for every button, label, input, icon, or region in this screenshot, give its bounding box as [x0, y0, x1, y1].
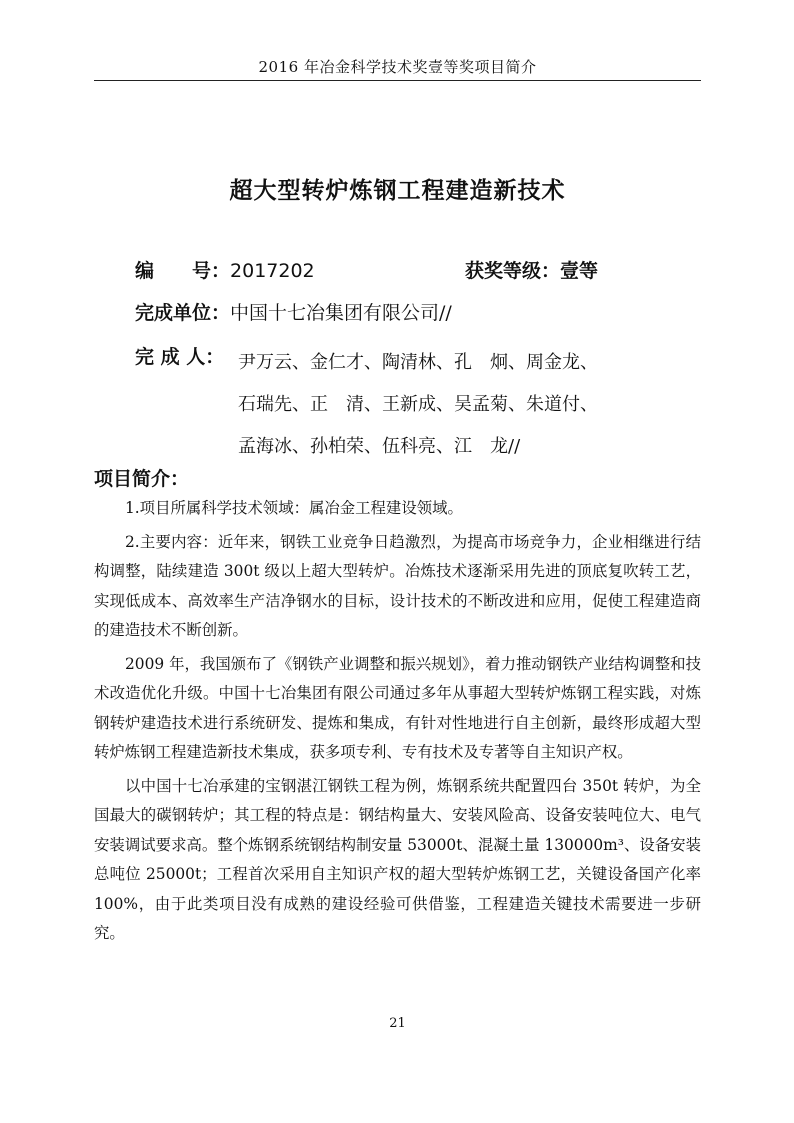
award-level-label: 获奖等级：	[465, 260, 561, 282]
body-paragraph: 以中国十七冶承建的宝钢湛江钢铁工程为例，炼钢系统共配置四台 350t 转炉，为全国最大的碳钢转炉；其工程的特点是：钢结构量大、安装风险高、设备安装吨位大、电气安装调试要求高。整个炼钢系统钢结构制安量 53000t、混凝土量 130000m³、设备安装总吨位 25000t；工程首次采用自主知识产权的超大型转炉炼钢工艺，关键设备国产化率 100%，由于此类项目没有成熟的建设经验可供借鉴，工程建造关键技术需要进一步研究。	[94, 776, 701, 942]
completers-line: 尹万云、金仁才、陶清林、孔 炯、周金龙、	[238, 352, 598, 373]
project-number-label: 编 号：	[135, 260, 231, 282]
project-summary	[94, 494, 701, 953]
project-number-value: 2017202	[230, 260, 315, 282]
section-title: 项目简介：	[94, 468, 190, 490]
completing-unit-value: 中国十七冶集团有限公司//	[230, 302, 452, 324]
award-level-row	[465, 256, 598, 283]
completers-line: 石瑞先、正 清、王新成、吴孟菊、朱道付、	[238, 394, 598, 415]
header-divider	[94, 80, 701, 81]
document-title: 超大型转炉炼钢工程建造新技术	[229, 178, 566, 204]
completing-unit-label: 完成单位：	[135, 302, 231, 324]
completers-label: 完 成 人：	[135, 346, 225, 368]
body-paragraph: 2009 年，我国颁布了《钢铁产业调整和振兴规划》，着力推动钢铁产业结构调整和技术改造优化升级。中国十七冶集团有限公司通过多年从事超大型转炉炼钢工程实践，对炼钢转炉建造技术进行系统研发、提炼和集成，有针对性地进行自主创新，最终形成超大型转炉炼钢工程建造新技术集成，获多项专利、专有技术及专著等自主知识产权。	[94, 654, 701, 761]
project-number-row	[135, 256, 315, 283]
completing-unit-row	[135, 298, 452, 325]
award-level-value: 壹等	[560, 260, 599, 282]
body-paragraph: 2.主要内容：近年来，钢铁工业竞争日趋激烈，为提高市场竞争力，企业相继进行结构调整，陆续建造 300t 级以上超大型转炉。冶炼技术逐渐采用先进的顶底复吹转工艺，实现低成本、高效率生产洁净钢水的目标，设计技术的不断改进和应用，促使工程建造商的建造技术不断创新。	[94, 532, 701, 639]
completers-list	[238, 342, 658, 468]
page-number: 21	[389, 1016, 406, 1031]
running-header: 2016 年冶金科学技术奖壹等奖项目简介	[258, 58, 537, 76]
completers-line: 孟海冰、孙柏荣、伍科亮、江 龙//	[238, 436, 521, 457]
body-paragraph: 1.项目所属科学技术领域：属冶金工程建设领域。	[125, 499, 463, 517]
